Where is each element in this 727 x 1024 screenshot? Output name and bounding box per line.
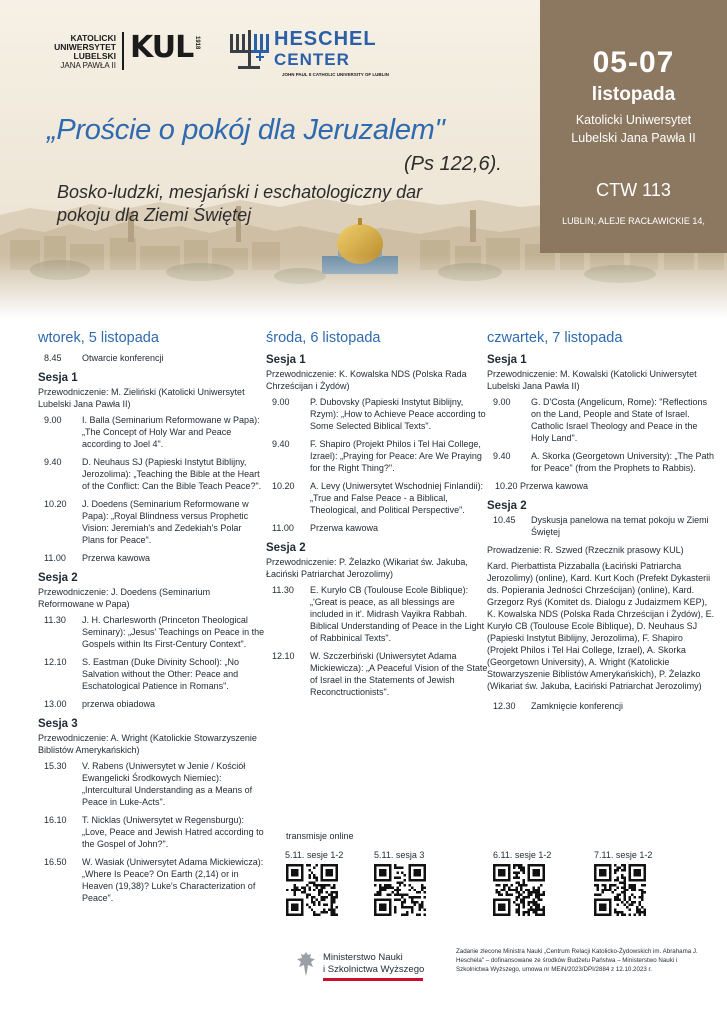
item-description: F. Shapiro (Projekt Philos i Tel Hai College, Izrael): „Praying for Peace: Are We Praying for the Right Thing?". — [310, 439, 482, 473]
coffee-break: 10.20 Przerwa kawowa — [495, 481, 589, 491]
kul-logo-line: UNIWERSYTET — [54, 42, 116, 52]
title-scripture-reference: (Ps 122,6). — [404, 153, 502, 175]
program-item — [38, 698, 266, 710]
conference-title: „Proście o pokój dla Jeruzalem" — [47, 114, 445, 146]
heschel-logo-word: HESCHEL — [274, 28, 377, 50]
session-chair: Przewodniczenie: A. Wright (Katolickie Stowarzyszenie Biblistów Amerykańskich) — [38, 733, 257, 755]
day-heading: wtorek, 5 listopada — [38, 330, 159, 346]
heschel-logo-word: CENTER — [274, 50, 350, 69]
program-item — [38, 814, 266, 850]
program-item — [487, 450, 715, 474]
item-description: Przerwa kawowa — [82, 553, 151, 563]
item-time: 8.45 — [44, 353, 62, 363]
event-dates: 05-07 — [592, 46, 675, 79]
program-day-1 — [38, 330, 266, 910]
item-description: V. Rabens (Uniwersytet w Jenie / Kościół Ewangelicki Środkowych Niemiec): „Intercultural Understanding as a Means of Peace in Luke-Acts". — [82, 761, 253, 807]
program-item — [38, 760, 266, 808]
qr-code-icon[interactable] — [493, 864, 545, 916]
panel-moderator: Prowadzenie: R. Szwed (Rzecznik prasowy KUL) — [487, 545, 684, 555]
session-chair: Przewodniczenie: P. Żelazko (Wikariat św. Jakuba, Łaciński Patriarchat Jerozolimy) — [266, 557, 468, 579]
item-time: 16.10 — [44, 815, 67, 825]
program-item — [38, 614, 266, 650]
program-item — [266, 438, 488, 474]
day-heading: czwartek, 7 listopada — [487, 330, 623, 346]
item-time: 12.30 — [493, 701, 516, 711]
session-chair: Przewodniczenie: K. Kowalska NDS (Polska Rada Chrześcijan i Żydów) — [266, 369, 467, 391]
item-time: 9.00 — [493, 397, 511, 407]
item-description: Dyskusja panelowa na temat pokoju w Ziemi Świętej — [531, 515, 709, 537]
item-time: 10.20 — [44, 499, 67, 509]
session-heading: Sesja 1 — [487, 354, 527, 366]
item-time: 10.45 — [493, 515, 516, 525]
ministry-name: i Szkolnictwa Wyższego — [323, 964, 425, 975]
heschel-logo-subtitle: JOHN PAUL II CATHOLIC UNIVERSITY OF LUBLIN — [282, 72, 389, 77]
program-item — [487, 396, 715, 444]
kul-logo-year: 1918 — [194, 36, 200, 50]
session-heading: Sesja 2 — [266, 542, 306, 554]
item-time: 11.30 — [44, 615, 66, 625]
program-day-3 — [487, 330, 715, 718]
item-time: 9.40 — [44, 457, 62, 467]
item-description: T. Nicklas (Uniwersytet w Regensburgu): „Love, Peace and Jewish Hatred according to the Gospel of John?". — [82, 815, 264, 849]
event-month: listopada — [591, 84, 676, 105]
ministry-color-bar — [323, 978, 423, 981]
item-description: J. H. Charlesworth (Princeton Theological Seminary): „Jesus' Teachings on Peace in the Gospels within Its First-Century Context". — [82, 615, 265, 649]
item-time: 15.30 — [44, 761, 67, 771]
item-description: przerwa obiadowa — [82, 699, 156, 709]
item-description: Otwarcie konferencji — [82, 353, 164, 363]
item-time: 11.00 — [272, 523, 294, 533]
kul-logo-line: KATOLICKI — [70, 33, 116, 43]
item-time: 10.20 — [272, 481, 295, 491]
item-description: A. Skorka (Georgetown University): „The Path for Peace" (from the Prophets to Rabbis). — [531, 451, 715, 473]
item-time: 9.00 — [272, 397, 290, 407]
item-description: Zamknięcie konferencji — [531, 701, 624, 711]
event-venue-line: Katolicki Uniwersytet — [575, 113, 692, 127]
session-heading: Sesja 2 — [38, 572, 78, 584]
program-item — [266, 650, 488, 698]
item-time: 12.10 — [44, 657, 67, 667]
program-item — [38, 456, 266, 492]
item-description: W. Szczerbiński (Uniwersytet Adama Mickiewicza): „A Peaceful Vision of the State of Israel in the Statements of Jewish Reconctructionists". — [310, 651, 488, 697]
kul-logo-mark: KUL — [130, 30, 194, 65]
item-time: 12.10 — [272, 651, 295, 661]
program-item — [38, 552, 266, 564]
item-time: 16.50 — [44, 857, 67, 867]
item-description: S. Eastman (Duke Divinity School): „No Salvation without the Other: Peace and Eschatological Patience in Romans". — [82, 657, 240, 691]
event-room: CTW 113 — [596, 180, 671, 200]
qr-label: 5.11. sesja 3 — [374, 850, 425, 860]
session-heading: Sesja 1 — [266, 354, 306, 366]
item-time: 9.00 — [44, 415, 62, 425]
menorah-cross-icon — [226, 28, 270, 72]
kul-logo — [44, 28, 204, 74]
program-item — [487, 700, 715, 712]
item-description: J. Doedens (Seminarium Reformowane w Papa): „Royal Blindness versus Prophetic Vision: Jeremiah's and Zedekiah's Polar Plans for Peace". — [82, 499, 249, 545]
item-description: G. D'Costa (Angelicum, Rome): "Reflections on the Land, People and State of Israel. Catholic Israel Theology and Peace in the Holy Land". — [531, 397, 707, 443]
qr-code-icon[interactable] — [374, 864, 426, 916]
item-description: W. Wasiak (Uniwersytet Adama Mickiewicza): „Where Is Peace? On Earth (2,14) or in Heaven (19,38)? Luke's Characterization of Peace". — [82, 857, 264, 903]
program-item — [487, 514, 715, 538]
session-heading: Sesja 3 — [38, 718, 78, 730]
event-venue-line: Lubelski Jana Pawła II — [571, 131, 696, 145]
session-chair: Przewodniczenie: J. Doedens (Seminarium Reformowane w Papa) — [38, 587, 211, 609]
program-item — [38, 656, 266, 692]
event-address: LUBLIN, ALEJE RACŁAWICKIE 14, — [562, 216, 705, 226]
program-item — [266, 584, 488, 644]
item-time: 13.00 — [44, 699, 67, 709]
panel-participants: Kard. Pierbattista Pizzaballa (Łaciński Patriarcha Jerozolimy) (online), Kard. Kurt Koch (Prefekt Dykasterii ds. Popierania Jedności Chrześcijan) (online), Kard. Grzegorz Ryś (Komitet ds. Dialogu z Judaizmem KEP), K. Kowalska NDS (Polska Rada Chrześcijan i Żydów), E. Kuryło CB (Toulouse Ecole Biblique), D. Neuhaus SJ (Papieski Instytut Biblijny, Jerozolima), F. Shapiro (Projekt Philos i Tel Hai College, Izrael), A. Skorka (Georgetown University), A. Wright (Katolickie Stowarzyszenie Biblistów Amerykańskich), P. Żelazko (Wikariat św. Jakuba, Łaciński Patriarchat Jerozolimy) — [487, 561, 715, 691]
conference-subtitle: Bosko-ludzki, mesjański i eschatologiczny dar pokoju dla Ziemi Świętej — [57, 182, 423, 225]
program-item — [266, 522, 488, 534]
polish-eagle-icon — [295, 950, 317, 978]
program-item — [266, 480, 488, 516]
grant-note: Zadanie zlecone Ministra Nauki „Centrum Relacji Katolicko-Żydowskich im. Abrahama J. Heschela" – dofinansowane ze środków Budżetu Państwa – Ministerstwo Nauki i Szkolnictwa Wyższego, umowa nr MEiN/2023/DPI/2884 z 12.10.2023 r. — [456, 948, 698, 973]
item-time: 9.40 — [493, 451, 511, 461]
day-heading: środa, 6 listopada — [266, 330, 381, 346]
qr-label: 6.11. sesje 1-2 — [493, 850, 552, 860]
hero-banner — [0, 0, 727, 318]
session-heading: Sesja 2 — [487, 500, 527, 512]
item-description: A. Levy (Uniwersytet Wschodniej Finlandii): „True and False Peace - a Biblical, Theological, and Political Perspective". — [310, 481, 484, 515]
program-item — [38, 856, 266, 904]
session-chair: Przewodniczenie: M. Kowalski (Katolicki Uniwersytet Lubelski Jana Pawła II) — [487, 369, 697, 391]
program-item — [38, 414, 266, 450]
program-item — [266, 396, 488, 432]
item-time: 9.40 — [272, 439, 290, 449]
ministry-logo — [295, 950, 445, 990]
event-info-box — [540, 0, 727, 253]
session-chair: Przewodniczenie: M. Zieliński (Katolicki Uniwersytet Lubelski Jana Pawła II) — [38, 387, 245, 409]
transmission-label: transmisje online — [286, 831, 354, 841]
qr-label: 5.11. sesje 1-2 — [285, 850, 344, 860]
item-description: I. Balla (Seminarium Reformowane w Papa): „The Concept of Holy War and Peace according to Joel 4". — [82, 415, 260, 449]
item-description: Przerwa kawowa — [310, 523, 379, 533]
item-description: P. Dubovsky (Papieski Instytut Biblijny, Rzym): „How to Achieve Peace according to Some Selected Biblical Texts". — [310, 397, 486, 431]
qr-label: 7.11. sesje 1-2 — [594, 850, 653, 860]
ministry-name: Ministerstwo Nauki — [323, 952, 403, 963]
session-heading: Sesja 1 — [38, 372, 78, 384]
program-item — [38, 498, 266, 546]
program-item — [38, 352, 266, 364]
item-description: E. Kuryło CB (Toulouse Ecole Biblique): „'Great is peace, as all blessings are included in it'. Midrash Vayikra Rabbah. Biblical Understanding of Peace in the Light of Rabbinical Texts". — [310, 585, 485, 643]
qr-code-icon[interactable] — [594, 864, 646, 916]
item-time: 11.30 — [272, 585, 294, 595]
kul-logo-divider — [122, 32, 124, 70]
program-day-2 — [266, 330, 488, 704]
item-time: 11.00 — [44, 553, 66, 563]
kul-logo-line: JANA PAWŁA II — [60, 61, 116, 70]
kul-logo-line: LUBELSKI — [73, 51, 116, 61]
heschel-center-logo — [226, 28, 389, 90]
item-description: D. Neuhaus SJ (Papieski Instytut Biblijny, Jerozolima): „Teaching the Bible at the Heart of the Conflict: Can the Bible Teach Peace?". — [82, 457, 262, 491]
qr-code-icon[interactable] — [286, 864, 338, 916]
hero-fade — [0, 255, 727, 318]
